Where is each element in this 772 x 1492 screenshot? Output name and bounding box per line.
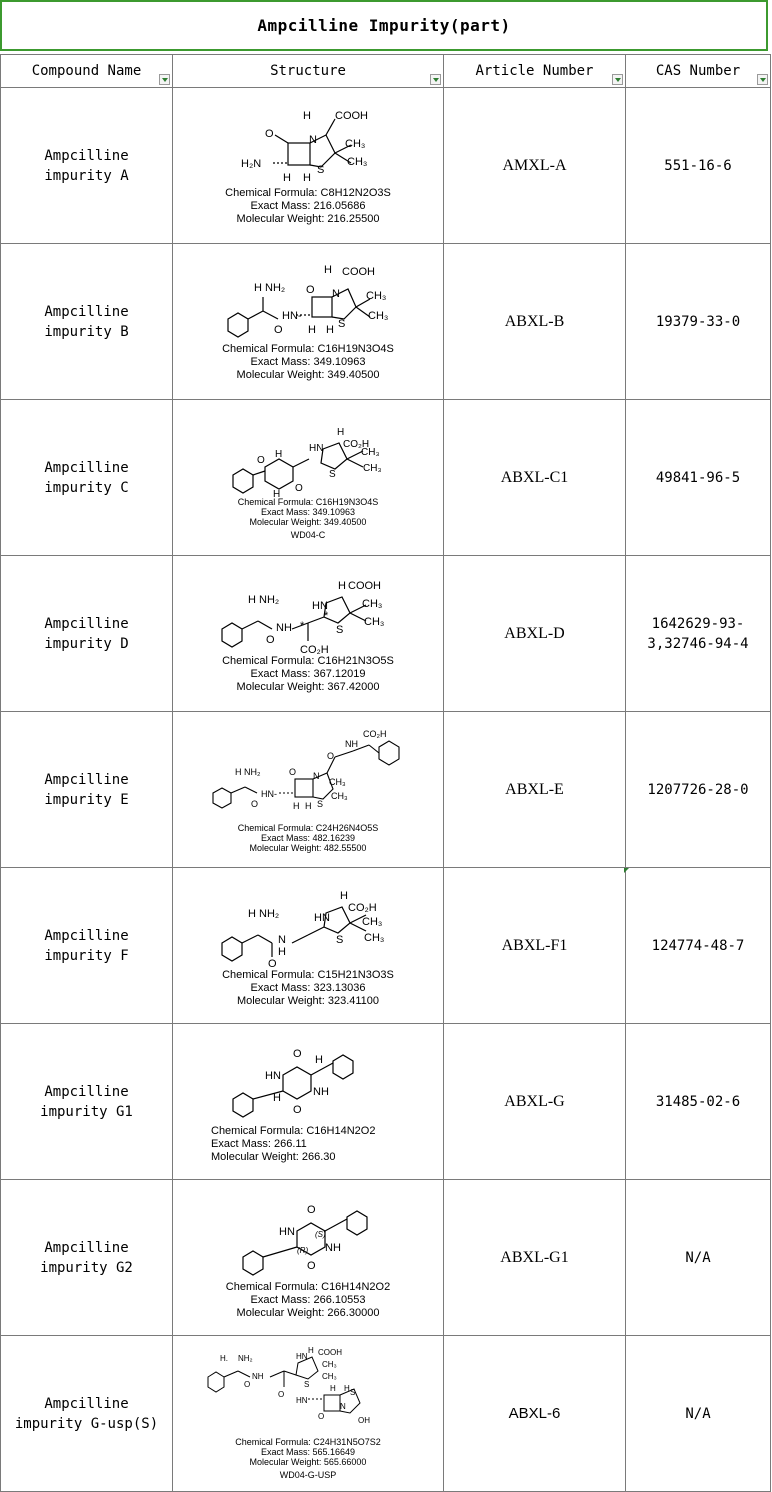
svg-text:CH₃: CH₃ [361, 447, 380, 458]
structure-image-g1 [213, 1039, 403, 1125]
cas-number-cell[interactable]: 1207726-28-0 [626, 712, 771, 868]
cas-number-cell[interactable]: 1642629-93- 3,32746-94-4 [626, 556, 771, 712]
table-row [1, 244, 771, 400]
article-number-cell[interactable]: ABXL-B [444, 244, 626, 400]
svg-text:H: H [278, 946, 286, 958]
svg-text:*: * [300, 620, 305, 632]
svg-text:S: S [329, 469, 336, 480]
compound-name-cell[interactable]: Ampcilline impurity A [1, 88, 173, 244]
structure-cell[interactable]: H NH₂ O N H HN H CO₂H CH₃ CH₃ S Chemical Formula: C15H21N3O3S Exact Mass: 323.13036 Molecular Weight: 323.41100 [173, 868, 444, 1024]
svg-text:O: O [295, 483, 303, 494]
svg-text:H: H [340, 890, 348, 902]
svg-text:NH: NH [276, 622, 292, 634]
article-number-cell[interactable]: ABXL-C1 [444, 400, 626, 556]
article-number-cell[interactable]: ABXL-G1 [444, 1180, 626, 1336]
svg-text:O: O [274, 324, 283, 336]
svg-text:N: N [332, 288, 340, 300]
svg-text:S: S [336, 624, 344, 636]
svg-text:(R): (R) [297, 1246, 309, 1255]
svg-text:O: O [268, 958, 277, 969]
svg-text:NH: NH [345, 738, 358, 749]
svg-text:NH: NH [313, 1086, 329, 1098]
cell-comment-marker [624, 868, 629, 873]
svg-text:O: O [266, 634, 275, 646]
structure-image-c [213, 415, 403, 497]
cas-number-cell[interactable]: 551-16-6 [626, 88, 771, 244]
article-number-cell[interactable]: ABXL-E [444, 712, 626, 868]
svg-text:O: O [244, 1380, 251, 1389]
structure-image-g2 [213, 1195, 403, 1281]
svg-text:CO₂H: CO₂H [300, 644, 329, 655]
svg-text:HN: HN [312, 600, 328, 612]
svg-text:CH₃: CH₃ [331, 790, 348, 801]
svg-text:HN: HN [279, 1226, 295, 1238]
structure-image-f [208, 883, 408, 969]
svg-text:O: O [307, 1260, 316, 1272]
svg-text:H: H [337, 427, 345, 438]
compound-name-cell[interactable]: Ampcilline impurity C [1, 400, 173, 556]
filter-dropdown-icon[interactable] [757, 74, 768, 85]
svg-text:COOH: COOH [335, 110, 368, 122]
cas-number-cell[interactable]: 124774-48-7 [626, 868, 771, 1024]
header-article-number: Article Number [444, 55, 626, 88]
svg-text:O: O [293, 1104, 302, 1116]
svg-text:HN: HN [296, 1396, 308, 1405]
svg-text:S: S [317, 164, 325, 176]
svg-text:CH₃: CH₃ [364, 932, 385, 944]
svg-text:H: H [330, 1384, 336, 1393]
structure-cell[interactable]: O N H COOH CH₃ CH₃ S H₂N H H Chemical Formula: C8H12N2O3S Exact Mass: 216.05686 Molecular Weight: 216.25500 [173, 88, 444, 244]
svg-text:CH₃: CH₃ [368, 310, 389, 322]
svg-text:O: O [257, 455, 265, 466]
structure-image-d [208, 573, 408, 655]
structure-cell[interactable]: HN O NH O H H Chemical Formula: C16H14N2O2 Exact Mass: 266.11 Molecular Weight: 266.30 [173, 1024, 444, 1180]
article-number-cell[interactable]: ABXL-6 [444, 1336, 626, 1492]
svg-text:O: O [306, 284, 315, 296]
structure-cell[interactable]: H. NH₂ O NH HN H COOH CH₃ CH₃ S O HN H H S N O OH Chemical Formula: C24H31N5O7S2 Exact Mass: 565.16649 Molecular Weight: 565.66000 WD04-G-USP [173, 1336, 444, 1492]
svg-text:O: O [265, 128, 274, 140]
structure-cell[interactable]: H NH₂ O NH * HN H COOH CH₃ CH₃ S * CO₂H Chemical Formula: C16H21N3O5S Exact Mass: 367.12019 Molecular Weight: 367.42000 [173, 556, 444, 712]
svg-text:CH₃: CH₃ [366, 290, 387, 302]
svg-text:H: H [305, 800, 312, 811]
cas-number-cell[interactable]: N/A [626, 1336, 771, 1492]
table-row [1, 400, 771, 556]
svg-text:H: H [344, 1384, 350, 1393]
svg-text:O: O [327, 750, 335, 761]
svg-text:COOH: COOH [348, 580, 381, 592]
cas-number-cell[interactable]: 19379-33-0 [626, 244, 771, 400]
table-row [1, 712, 771, 868]
svg-text:O: O [293, 1048, 302, 1060]
table-row [1, 88, 771, 244]
svg-text:N: N [309, 134, 317, 146]
cas-number-cell[interactable]: 49841-96-5 [626, 400, 771, 556]
article-number-cell[interactable]: AMXL-A [444, 88, 626, 244]
header-row [1, 55, 771, 88]
svg-text:NH: NH [252, 1372, 264, 1381]
svg-text:O: O [318, 1412, 325, 1421]
structure-image-b [208, 261, 408, 343]
svg-text:CH₃: CH₃ [362, 598, 383, 610]
svg-text:H: H [308, 1347, 314, 1355]
article-number-cell[interactable]: ABXL-D [444, 556, 626, 712]
svg-text:CH₃: CH₃ [345, 138, 366, 150]
svg-text:HN: HN [309, 443, 324, 454]
svg-text:H NH₂: H NH₂ [248, 908, 280, 920]
table-row [1, 1336, 771, 1492]
svg-text:CH₃: CH₃ [363, 463, 382, 474]
svg-text:(S): (S) [315, 1230, 326, 1239]
filter-dropdown-icon[interactable] [159, 74, 170, 85]
svg-text:H: H [275, 449, 283, 460]
svg-text:HN: HN [296, 1352, 308, 1361]
svg-text:HN-: HN- [282, 310, 302, 322]
svg-text:HN-: HN- [261, 788, 277, 799]
svg-text:N: N [340, 1402, 346, 1411]
svg-text:H: H [308, 324, 316, 336]
svg-text:H: H [326, 324, 334, 336]
svg-text:S: S [317, 798, 324, 809]
header-compound-name: Compound Name [1, 55, 173, 88]
filter-dropdown-icon[interactable] [430, 74, 441, 85]
svg-text:*: * [324, 610, 329, 622]
svg-text:CH₃: CH₃ [329, 776, 346, 787]
svg-text:CO₂H: CO₂H [363, 728, 387, 739]
svg-text:S: S [336, 934, 344, 946]
svg-text:H: H [273, 1092, 281, 1104]
svg-text:CH₃: CH₃ [364, 616, 385, 628]
cas-number-cell[interactable]: 31485-02-6 [626, 1024, 771, 1180]
svg-text:CH₃: CH₃ [322, 1360, 337, 1369]
svg-text:H.: H. [220, 1354, 228, 1363]
svg-text:H NH₂: H NH₂ [254, 282, 286, 294]
structure-cell[interactable]: H NH₂ O HN- O N H COOH CH₃ CH₃ S H H Chemical Formula: C16H19N3O4S Exact Mass: 349.10963 Molecular Weight: 349.40500 [173, 244, 444, 400]
table-row [1, 1180, 771, 1336]
svg-text:CH₃: CH₃ [347, 156, 368, 168]
svg-text:H: H [273, 489, 281, 497]
svg-text:O: O [289, 766, 297, 777]
filter-dropdown-icon[interactable] [612, 74, 623, 85]
header-cas-number: CAS Number [626, 55, 771, 88]
svg-text:HN: HN [265, 1070, 281, 1082]
svg-text:O: O [278, 1390, 285, 1399]
svg-text:CH₃: CH₃ [362, 916, 383, 928]
svg-text:H: H [283, 172, 291, 184]
article-number-cell[interactable]: ABXL-F1 [444, 868, 626, 1024]
svg-text:HN: HN [314, 912, 330, 924]
compound-name-cell[interactable]: Ampcilline impurity F [1, 868, 173, 1024]
svg-text:COOH: COOH [342, 266, 375, 278]
svg-text:CH₃: CH₃ [322, 1372, 337, 1381]
compound-name-cell[interactable]: Ampcilline impurity D [1, 556, 173, 712]
table-row [1, 556, 771, 712]
svg-text:H: H [338, 580, 346, 592]
svg-text:N: N [313, 770, 320, 781]
svg-text:H₂N: H₂N [241, 158, 262, 170]
svg-text:O: O [307, 1204, 316, 1216]
cas-number-cell[interactable]: N/A [626, 1180, 771, 1336]
compound-name-cell[interactable]: Ampcilline impurity G2 [1, 1180, 173, 1336]
header-structure: Structure [173, 55, 444, 88]
svg-text:OH: OH [358, 1416, 370, 1425]
compound-name-cell[interactable]: Ampcilline impurity B [1, 244, 173, 400]
svg-text:H: H [293, 800, 300, 811]
svg-text:N: N [278, 934, 286, 946]
svg-text:CO₂H: CO₂H [343, 439, 370, 450]
structure-cell[interactable]: O H O H HN H CO₂H CH₃ CH₃ S Chemical Formula: C16H19N3O4S Exact Mass: 349.10963 Molecular Weight: 349.40500 WD04-C [173, 400, 444, 556]
svg-text:COOH: COOH [318, 1348, 342, 1357]
svg-text:H: H [315, 1054, 323, 1066]
structure-cell[interactable]: HN O NH O (S) (R) Chemical Formula: C16H14N2O2 Exact Mass: 266.10553 Molecular Weight: 266.30000 [173, 1180, 444, 1336]
svg-text:CO₂H: CO₂H [348, 902, 377, 914]
compound-name-cell[interactable]: Ampcilline impurity G1 [1, 1024, 173, 1180]
svg-text:NH: NH [325, 1242, 341, 1254]
structure-image-a [233, 105, 383, 187]
table-row [1, 1024, 771, 1180]
structure-image-g-usp [198, 1347, 418, 1437]
svg-text:H: H [303, 110, 311, 122]
svg-text:H NH₂: H NH₂ [235, 766, 261, 777]
structure-image-e [203, 727, 413, 823]
svg-text:H NH₂: H NH₂ [248, 594, 280, 606]
sheet-title-text: Ampcilline Impurity(part) [257, 16, 511, 35]
impurity-table [0, 54, 771, 1492]
table-row [1, 868, 771, 1024]
svg-text:S: S [304, 1380, 310, 1389]
sheet-title [0, 0, 768, 51]
svg-text:O: O [251, 798, 259, 809]
article-number-cell[interactable]: ABXL-G [444, 1024, 626, 1180]
svg-text:S: S [338, 318, 346, 330]
svg-text:H: H [324, 264, 332, 276]
compound-name-cell[interactable]: Ampcilline impurity G-usp(S) [1, 1336, 173, 1492]
svg-text:NH₂: NH₂ [238, 1354, 253, 1363]
svg-text:S: S [350, 1388, 356, 1397]
structure-cell[interactable]: H NH₂ O HN- O N CH₃ CH₃ S H H O NH CO₂H Chemical Formula: C24H26N4O5S Exact Mass: 482.16239 Molecular Weight: 482.55500 [173, 712, 444, 868]
compound-name-cell[interactable]: Ampcilline impurity E [1, 712, 173, 868]
svg-text:H: H [303, 172, 311, 184]
